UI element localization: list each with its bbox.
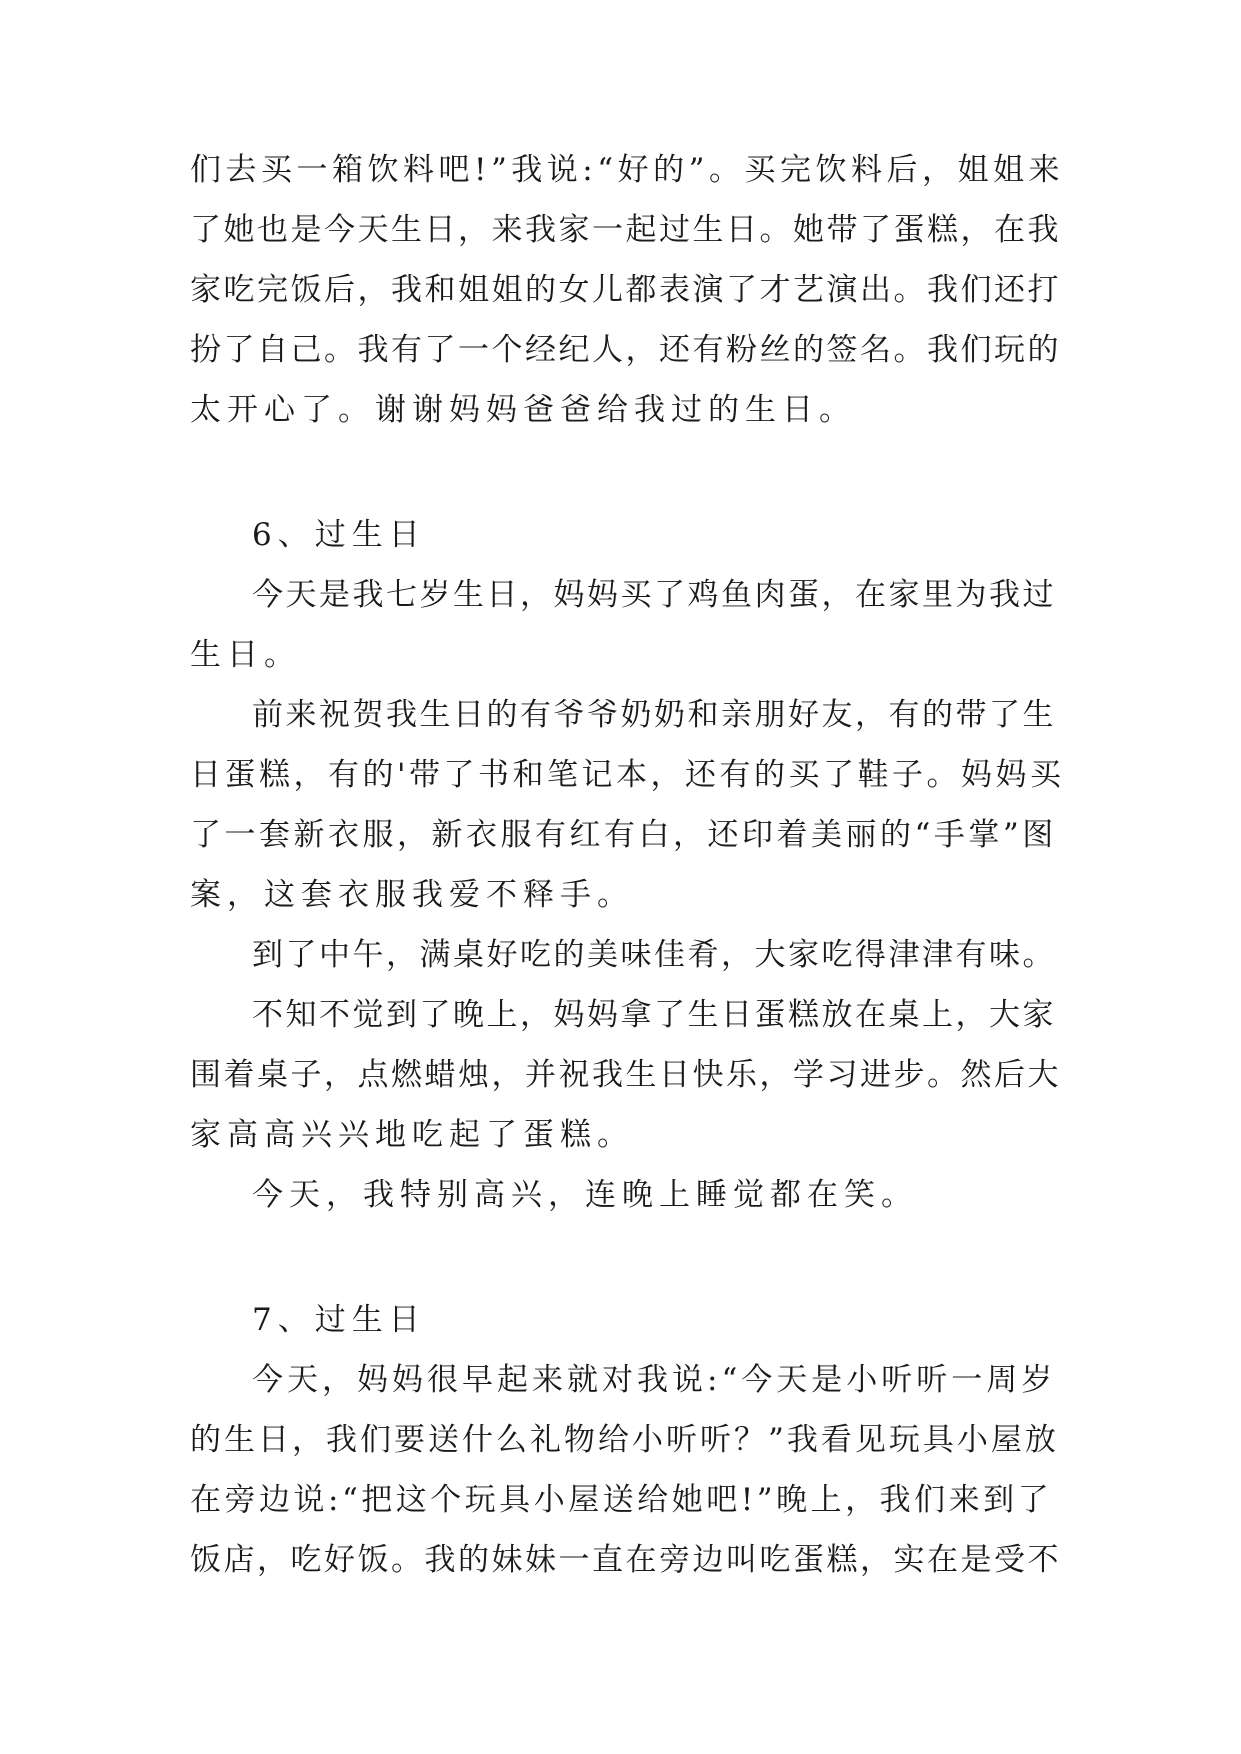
- paragraph-line: 今天，妈妈很早起来就对我说:“今天是小听听一周岁: [252, 1362, 1057, 1398]
- paragraph-line: 家高高兴兴地吃起了蛋糕。: [190, 1117, 634, 1153]
- paragraph-line: 案，这套衣服我爱不释手。: [190, 877, 634, 913]
- paragraph-line: 家吃完饭后，我和姐姐的女儿都表演了才艺演出。我们还打: [190, 272, 1061, 308]
- paragraph-line: 今天，我特别高兴，连晚上睡觉都在笑。: [252, 1177, 918, 1213]
- paragraph-line: 围着桌子，点燃蜡烛，并祝我生日快乐，学习进步。然后大: [190, 1057, 1061, 1093]
- paragraph-line: 到了中午，满桌好吃的美味佳肴，大家吃得津津有味。: [252, 937, 1056, 973]
- paragraph-line: 不知不觉到了晚上，妈妈拿了生日蛋糕放在桌上，大家: [252, 997, 1056, 1033]
- paragraph-line: 了一套新衣服，新衣服有红有白，还印着美丽的“手掌”图: [190, 817, 1057, 853]
- paragraph-line: 生日。: [190, 637, 301, 673]
- paragraph-line: 太开心了。谢谢妈妈爸爸给我过的生日。: [190, 392, 856, 428]
- section-heading: 6、过生日: [252, 517, 426, 553]
- section-heading: 7、过生日: [252, 1302, 426, 1338]
- paragraph-line: 扮了自己。我有了一个经纪人，还有粉丝的签名。我们玩的: [190, 332, 1061, 368]
- paragraph-line: 在旁边说:“把这个玩具小屋送给她吧!”晚上，我们来到了: [190, 1482, 1053, 1518]
- paragraph-line: 日蛋糕，有的'带了书和笔记本，还有的买了鞋子。妈妈买: [190, 757, 1065, 793]
- paragraph-line: 的生日，我们要送什么礼物给小听听？”我看见玩具小屋放: [190, 1422, 1059, 1458]
- paragraph-line: 了她也是今天生日，来我家一起过生日。她带了蛋糕，在我: [190, 212, 1061, 248]
- paragraph-line: 今天是我七岁生日，妈妈买了鸡鱼肉蛋，在家里为我过: [252, 577, 1056, 613]
- paragraph-line: 饭店，吃好饭。我的妹妹一直在旁边叫吃蛋糕，实在是受不: [190, 1542, 1061, 1578]
- paragraph-line: 前来祝贺我生日的有爷爷奶奶和亲朋好友，有的带了生: [252, 697, 1056, 733]
- paragraph-line: 们去买一箱饮料吧!”我说:“好的”。买完饮料后，姐姐来: [190, 152, 1064, 188]
